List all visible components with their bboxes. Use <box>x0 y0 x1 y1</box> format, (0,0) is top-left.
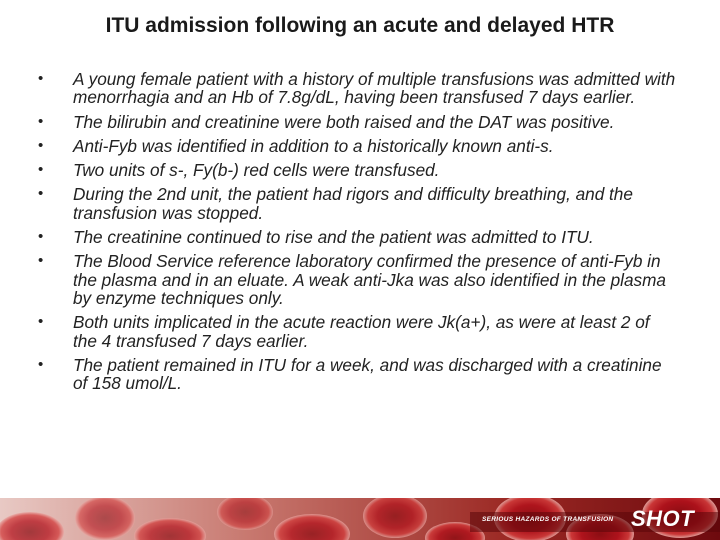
bullet-text: The creatinine continued to rise and the patient was admitted to ITU. <box>73 227 594 248</box>
bullet-marker: • <box>38 228 44 246</box>
bullet-text: Two units of s-, Fy(b-) red cells were transfused. <box>73 160 440 181</box>
shot-logo: SHOT <box>631 506 695 531</box>
bullet-item <box>38 313 678 350</box>
bullet-item <box>38 356 678 393</box>
bullet-marker: • <box>38 313 44 331</box>
bullet-item <box>38 252 678 307</box>
bullet-marker: • <box>38 136 44 154</box>
bullet-text: A young female patient with a history of multiple transfusions was admitted with menorrhagia and an Hb of 7.8g/dL, having been transfused 7 days earlier. <box>73 69 676 108</box>
slide-title: ITU admission following an acute and delayed HTR <box>105 14 615 37</box>
bullet-item <box>38 185 678 222</box>
bullet-text: Anti-Fyb was identified in addition to a historically known anti-s. <box>73 135 554 156</box>
bullet-marker: • <box>38 185 44 203</box>
bullet-item <box>38 70 678 107</box>
footer-tagline: SERIOUS HAZARDS OF TRANSFUSION <box>482 516 614 523</box>
bullet-marker: • <box>38 70 44 87</box>
bullet-text: The Blood Service reference laboratory confirmed the presence of anti-Fyb in the plasma and in an eluate. A weak anti-Jka was also identified in the plasma by enzyme techniques only. <box>73 251 666 308</box>
bullet-marker: • <box>38 112 44 130</box>
bullet-marker: • <box>38 161 44 179</box>
bullet-text: Both units implicated in the acute reaction were Jk(a+), as were at least 2 of the 4 transfused 7 days earlier. <box>73 312 650 351</box>
bullet-marker: • <box>38 355 44 373</box>
bullet-item <box>38 137 678 155</box>
bullet-list <box>38 70 678 398</box>
bullet-text: The patient remained in ITU for a week, and was discharged with a creatinine of 158 umol/L. <box>73 354 662 394</box>
bullet-item <box>38 161 678 179</box>
bullet-item <box>38 228 678 246</box>
bullet-text: During the 2nd unit, the patient had rigors and difficulty breathing, and the transfusion was stopped. <box>73 184 633 223</box>
bullet-item <box>38 113 678 131</box>
bullet-marker: • <box>38 252 44 270</box>
bullet-text: The bilirubin and creatinine were both raised and the DAT was positive. <box>73 111 615 132</box>
